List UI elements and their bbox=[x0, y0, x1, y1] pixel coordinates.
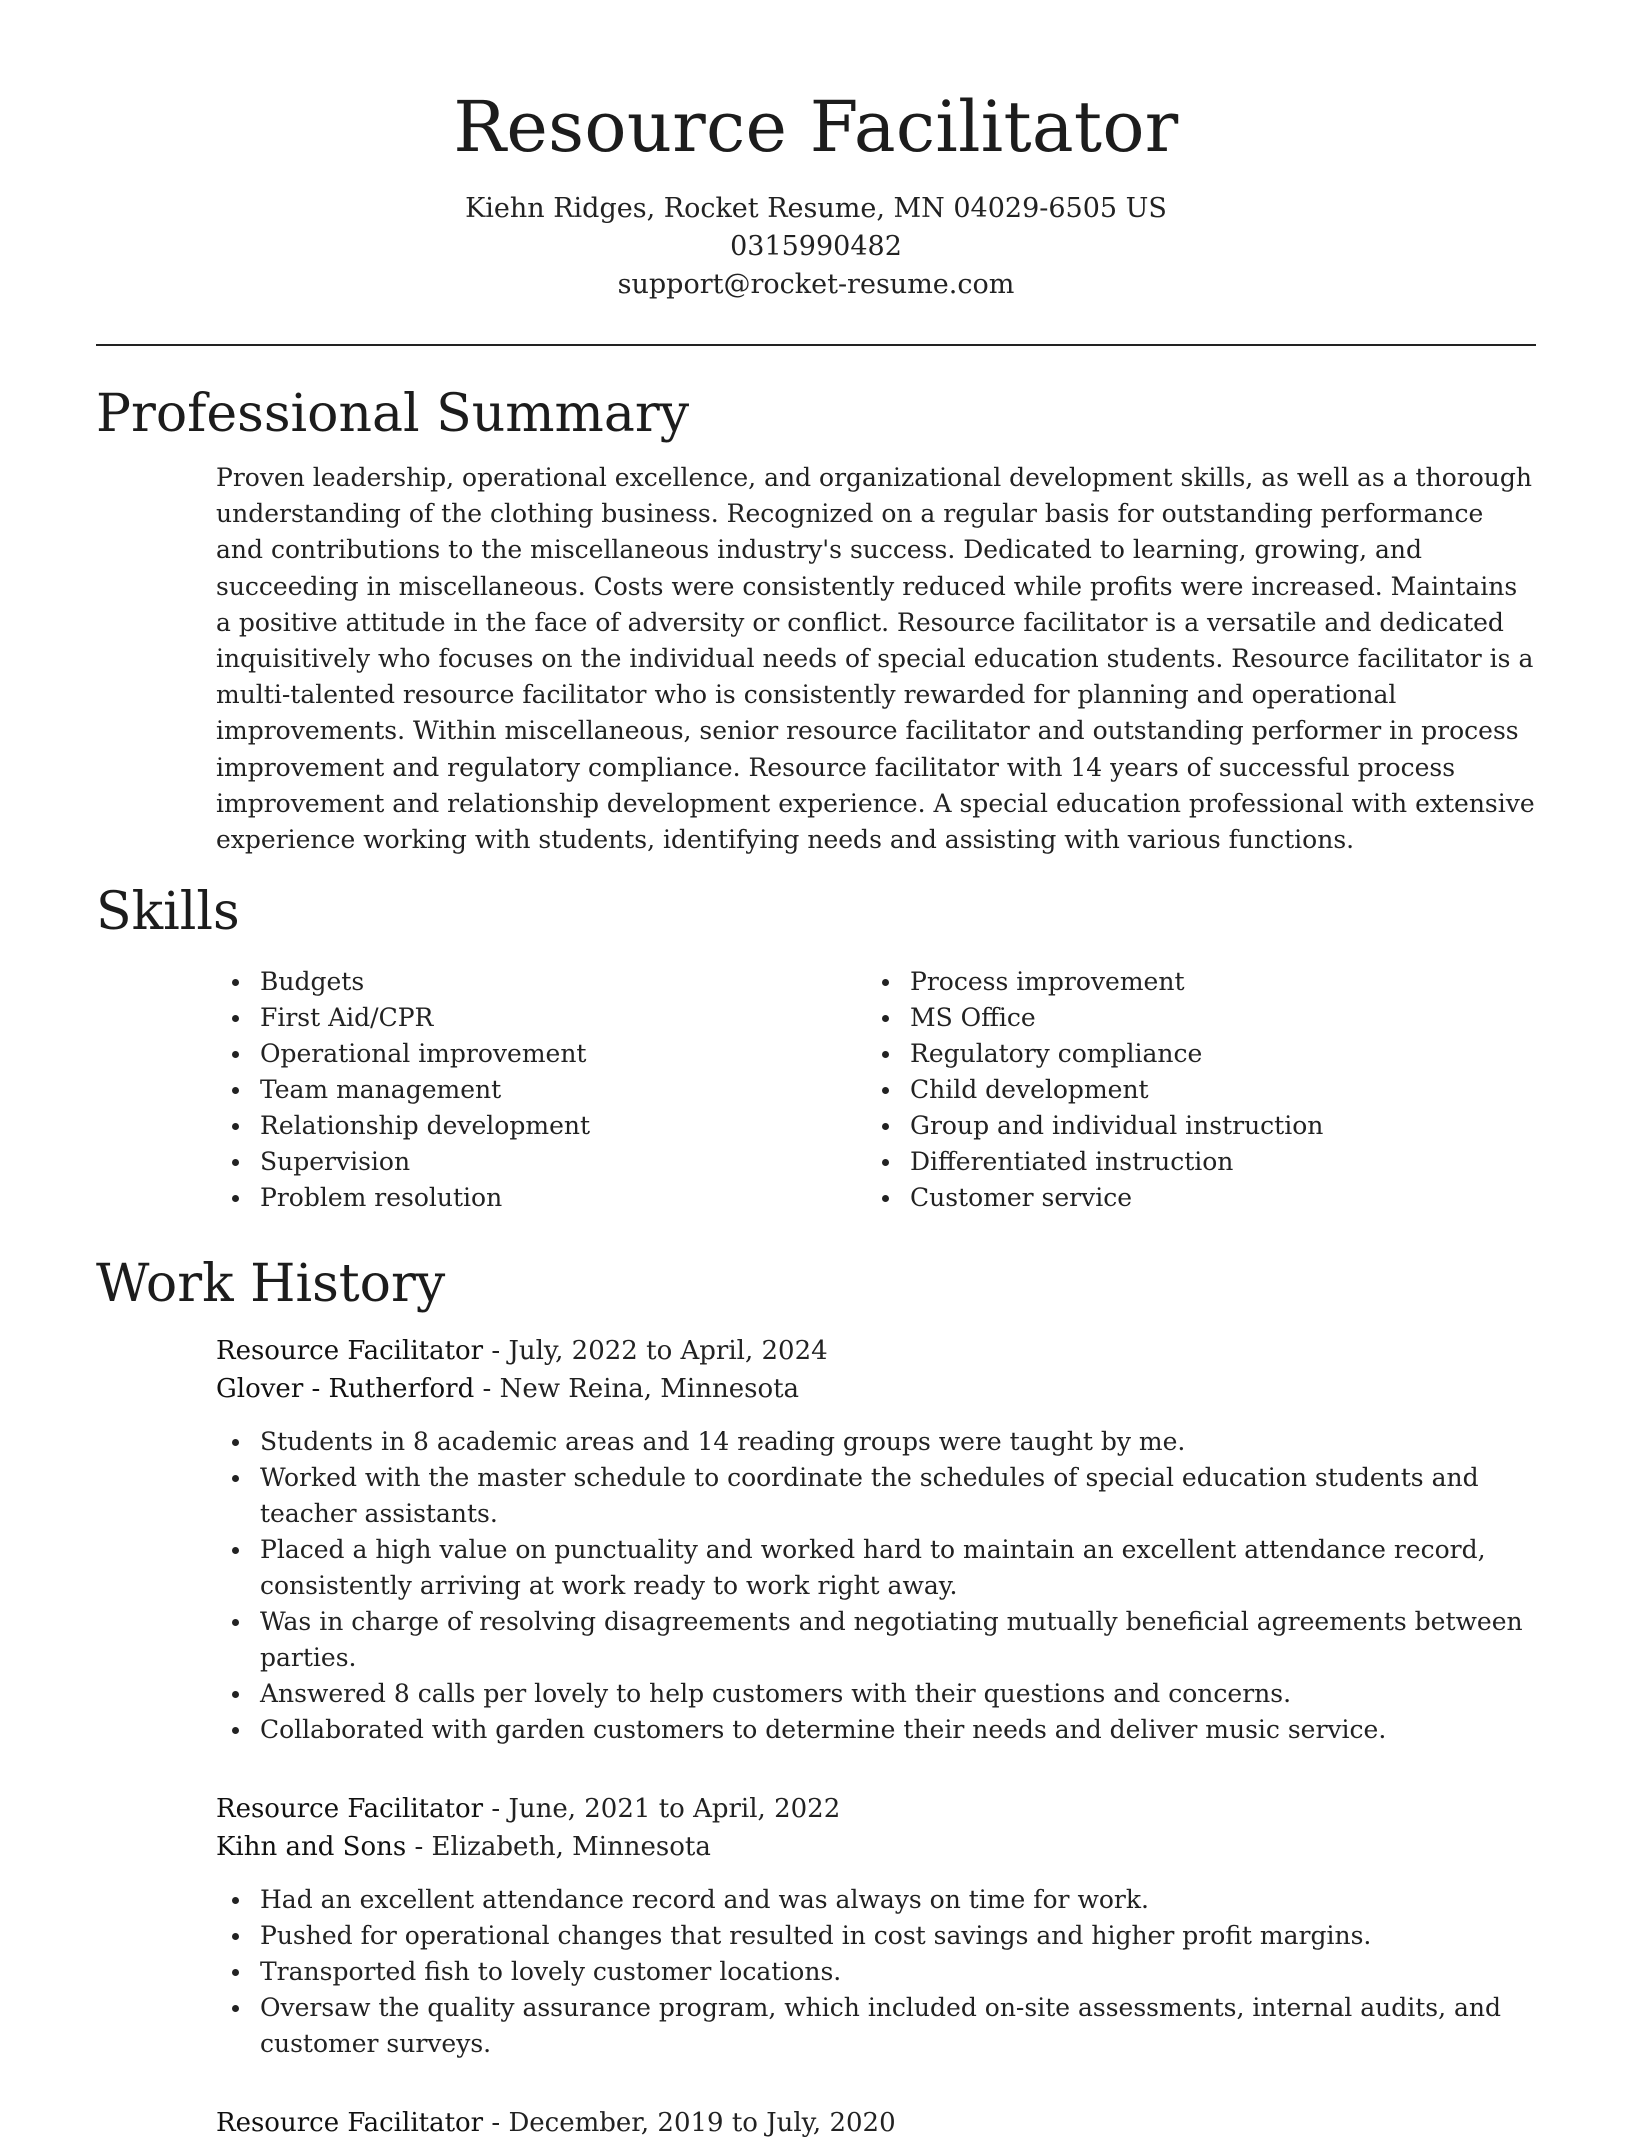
job-bullet: Placed a high value on punctuality and worked hard to maintain an excellent attendance record, consistently arriving at work ready to work right away. bbox=[216, 1532, 1536, 1604]
skill-item: Team management bbox=[216, 1072, 866, 1108]
job-dates: June, 2021 to April, 2022 bbox=[508, 1794, 841, 1825]
job-bullet: Answered 8 calls per lovely to help customers with their questions and concerns. bbox=[216, 1676, 1536, 1712]
separator: - bbox=[491, 2108, 509, 2139]
job-bullet: Students in 8 academic areas and 14 reading groups were taught by me. bbox=[216, 1424, 1536, 1460]
job-title-line bbox=[216, 1790, 1536, 1828]
skills-heading: Skills bbox=[96, 882, 240, 943]
skills-grid bbox=[216, 964, 1536, 1216]
contact-email: support@rocket-resume.com bbox=[617, 269, 1015, 300]
header-divider bbox=[96, 344, 1536, 346]
skill-item: Regulatory compliance bbox=[866, 1036, 1516, 1072]
skill-item: Relationship development bbox=[216, 1108, 866, 1144]
candidate-name: Resource Facilitator bbox=[453, 86, 1179, 168]
skill-item: Budgets bbox=[216, 964, 866, 1000]
skill-item: Customer service bbox=[866, 1180, 1516, 1216]
skill-item: Process improvement bbox=[866, 964, 1516, 1000]
job-bullet: Transported fish to lovely customer locations. bbox=[216, 1954, 1536, 1990]
skill-item: First Aid/CPR bbox=[216, 1000, 866, 1036]
skill-item: Group and individual instruction bbox=[866, 1108, 1516, 1144]
job-title-line bbox=[216, 2104, 1536, 2142]
contact-phone: 0315990482 bbox=[730, 231, 902, 262]
job-bullets bbox=[216, 1424, 1536, 1748]
job-company-line bbox=[216, 1828, 1536, 1866]
separator: - bbox=[491, 1794, 509, 1825]
summary-heading: Professional Summary bbox=[96, 384, 690, 444]
job-company: Kihn and Sons bbox=[216, 1832, 407, 1863]
skill-item: Child development bbox=[866, 1072, 1516, 1108]
job-bullet: Oversaw the quality assurance program, which included on-site assessments, internal audits, and customer surveys. bbox=[216, 1990, 1536, 2062]
job-dates: December, 2019 to July, 2020 bbox=[508, 2108, 896, 2139]
job-entry bbox=[216, 1790, 1536, 2062]
job-bullet: Collaborated with garden customers to determine their needs and deliver music service. bbox=[216, 1712, 1536, 1748]
skills-column-right bbox=[866, 964, 1516, 1216]
job-bullet: Was in charge of resolving disagreements and negotiating mutually beneficial agreements between parties. bbox=[216, 1604, 1536, 1676]
separator: - bbox=[482, 1374, 500, 1405]
resume-page bbox=[96, 0, 1536, 2142]
contact-address: Kiehn Ridges, Rocket Resume, MN 04029-6505 US bbox=[465, 193, 1167, 224]
job-bullet: Had an excellent attendance record and was always on time for work. bbox=[216, 1882, 1536, 1918]
skill-item: Operational improvement bbox=[216, 1036, 866, 1072]
skill-item: MS Office bbox=[866, 1000, 1516, 1036]
job-dates: July, 2022 to April, 2024 bbox=[508, 1336, 828, 1367]
job-bullets bbox=[216, 1882, 1536, 2062]
job-entry bbox=[216, 1332, 1536, 1748]
job-bullet: Pushed for operational changes that resulted in cost savings and higher profit margins. bbox=[216, 1918, 1536, 1954]
job-entry bbox=[216, 2104, 1536, 2142]
skills-column-left bbox=[216, 964, 866, 1216]
summary-text: Proven leadership, operational excellence, and organizational development skills, as well as a thorough understanding of the clothing business. Recognized on a regular basis for outstanding performance and contributions to the miscellaneous industry's success. Dedicated to learning, growing, and succeeding in miscellaneous. Costs were consistently reduced while profits were increased. Maintains a positive attitude in the face of adversity or conflict. Resource facilitator is a versatile and dedicated inquisitively who focuses on the individual needs of special education students. Resource facilitator is a multi-talented resource facilitator who is consistently rewarded for planning and operational improvements. Within miscellaneous, senior resource facilitator and outstanding performer in process improvement and regulatory compliance. Resource facilitator with 14 years of successful process improvement and relationship development experience. A special education professional with extensive experience working with students, identifying needs and assisting with various functions. bbox=[216, 463, 1535, 855]
separator: - bbox=[414, 1832, 432, 1863]
skill-item: Differentiated instruction bbox=[866, 1144, 1516, 1180]
job-bullet: Worked with the master schedule to coordinate the schedules of special education students and teacher assistants. bbox=[216, 1460, 1536, 1532]
job-location: New Reina, Minnesota bbox=[499, 1374, 800, 1405]
job-title: Resource Facilitator bbox=[216, 1794, 484, 1825]
job-title: Resource Facilitator bbox=[216, 2108, 484, 2139]
work-history-heading: Work History bbox=[96, 1254, 446, 1315]
job-company: Glover - Rutherford bbox=[216, 1374, 475, 1405]
separator: - bbox=[491, 1336, 509, 1367]
contact-info bbox=[96, 190, 1536, 304]
job-title-line bbox=[216, 1332, 1536, 1370]
job-company-line bbox=[216, 1370, 1536, 1408]
skill-item: Supervision bbox=[216, 1144, 866, 1180]
job-location: Elizabeth, Minnesota bbox=[431, 1832, 711, 1863]
resume-header bbox=[96, 0, 1536, 304]
skill-item: Problem resolution bbox=[216, 1180, 866, 1216]
job-title: Resource Facilitator bbox=[216, 1336, 484, 1367]
